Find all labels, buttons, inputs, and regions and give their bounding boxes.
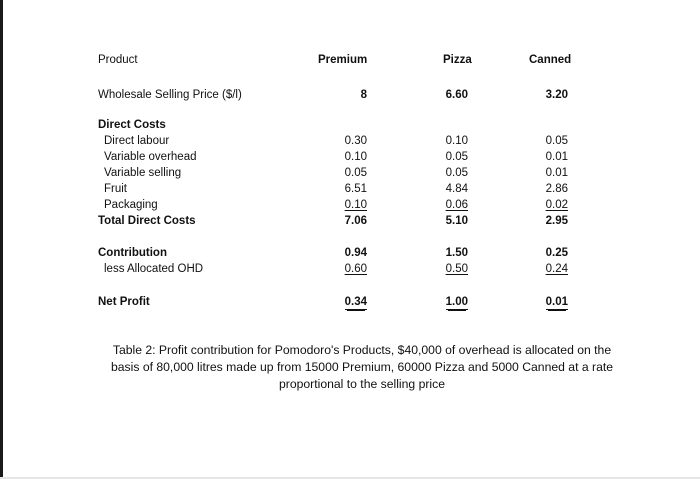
header-premium: Premium — [318, 54, 368, 66]
cell-allocated-ohd-pizza: 0.50 — [445, 263, 468, 275]
cell-variable-overhead-pizza: 0.05 — [445, 151, 468, 163]
caption-line-3: proportional to the selling price — [279, 377, 445, 391]
row-label-variable-selling: Variable selling — [104, 167, 182, 179]
header-pizza: Pizza — [443, 54, 472, 66]
cell-direct-labour-premium: 0.30 — [344, 135, 367, 147]
cell-packaging-premium: 0.10 — [344, 199, 367, 211]
cell-contribution-pizza: 1.50 — [445, 247, 468, 259]
cell-direct-labour-canned: 0.05 — [545, 135, 568, 147]
cell-variable-selling-premium: 0.05 — [344, 167, 367, 179]
row-label-contribution: Contribution — [98, 247, 167, 259]
cell-fruit-pizza: 4.84 — [445, 183, 468, 195]
cell-total-direct-canned: 2.95 — [545, 215, 568, 227]
cell-allocated-ohd-canned: 0.24 — [545, 263, 568, 275]
cell-wholesale-premium: 8 — [360, 89, 367, 101]
caption-line-1: Table 2: Profit contribution for Pomodoro's Products, $40,000 of overhead is allocated on the — [112, 343, 612, 357]
cell-allocated-ohd-premium: 0.60 — [344, 263, 367, 275]
cell-net-profit-pizza: 1.00 — [445, 296, 468, 308]
cell-variable-selling-pizza: 0.05 — [445, 167, 468, 179]
cell-net-profit-premium: 0.34 — [344, 296, 367, 308]
caption-line-2: basis of 80,000 litres made up from 15000 Premium, 60000 Pizza and 5000 Canned at a rate — [110, 360, 614, 374]
row-label-wholesale: Wholesale Selling Price ($/l) — [98, 89, 242, 101]
header-canned: Canned — [529, 54, 572, 66]
row-label-direct-labour: Direct labour — [104, 135, 170, 147]
cell-variable-overhead-premium: 0.10 — [344, 151, 367, 163]
cell-direct-labour-pizza: 0.10 — [445, 135, 468, 147]
cell-fruit-premium: 6.51 — [344, 183, 367, 195]
cell-contribution-premium: 0.94 — [344, 247, 367, 259]
row-label-packaging: Packaging — [104, 199, 158, 211]
row-label-fruit: Fruit — [104, 183, 127, 195]
cell-packaging-pizza: 0.06 — [445, 199, 468, 211]
cell-packaging-canned: 0.02 — [545, 199, 568, 211]
cell-total-direct-pizza: 5.10 — [445, 215, 468, 227]
cell-fruit-canned: 2.86 — [545, 183, 568, 195]
cell-wholesale-pizza: 6.60 — [445, 89, 468, 101]
cell-net-profit-canned: 0.01 — [545, 296, 568, 308]
row-label-variable-overhead: Variable overhead — [104, 151, 197, 163]
cell-variable-selling-canned: 0.01 — [545, 167, 568, 179]
header-product: Product — [98, 54, 138, 66]
row-label-total-direct: Total Direct Costs — [98, 215, 196, 227]
cell-contribution-canned: 0.25 — [545, 247, 568, 259]
row-label-net-profit: Net Profit — [98, 296, 150, 308]
cell-wholesale-canned: 3.20 — [545, 89, 568, 101]
section-direct-costs: Direct Costs — [98, 119, 166, 131]
cell-variable-overhead-canned: 0.01 — [545, 151, 568, 163]
table-caption — [62, 342, 662, 393]
row-label-allocated-ohd: less Allocated OHD — [104, 263, 204, 275]
cell-total-direct-premium: 7.06 — [344, 215, 367, 227]
